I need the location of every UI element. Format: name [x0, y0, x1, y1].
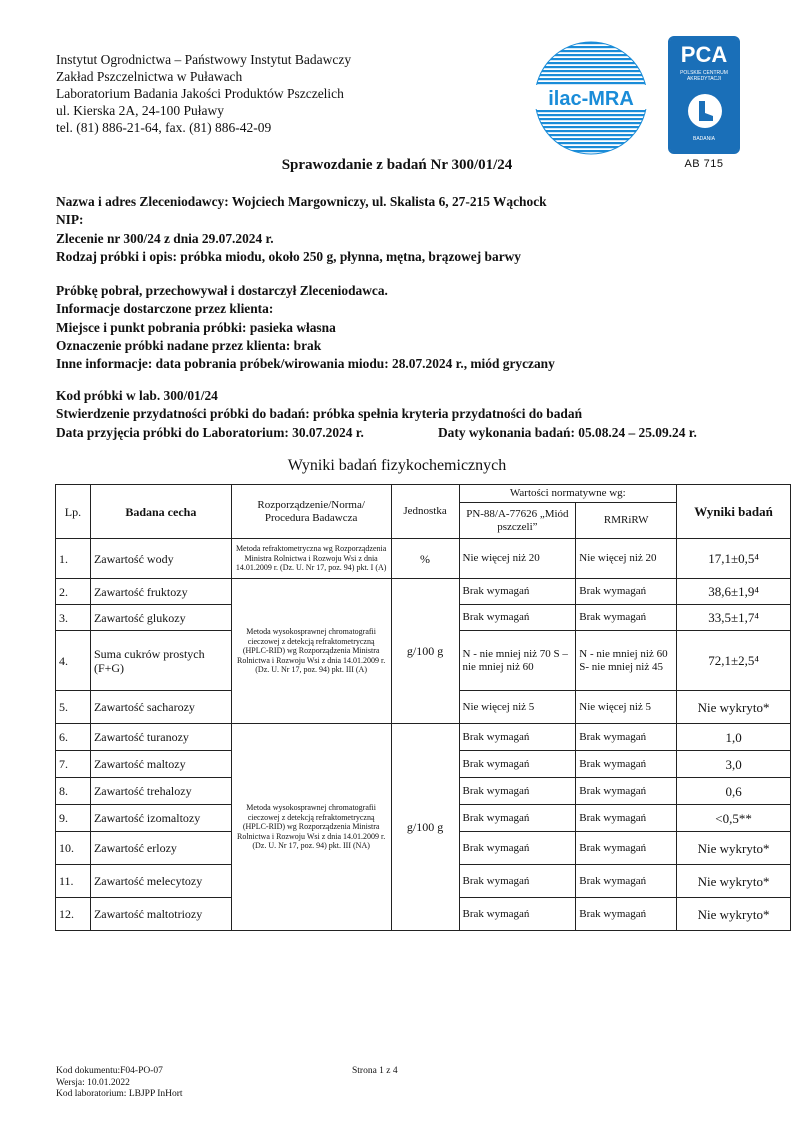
sample-line: Miejsce i punkt pobrania próbki: pasieka własna	[56, 319, 336, 335]
cell-pn: N - nie mniej niż 70 S – nie mniej niż 60	[459, 631, 576, 691]
cell-pn: Nie więcej niż 5	[459, 691, 576, 724]
cell-feature: Zawartość fruktozy	[90, 579, 231, 605]
cell-pn: Brak wymagań	[459, 579, 576, 605]
cell-result: Nie wykryto*	[677, 865, 791, 898]
cell-result: Nie wykryto*	[677, 898, 791, 931]
pca-logo	[668, 36, 740, 154]
ilac-text: ilac-MRA	[548, 88, 634, 110]
cell-result: 0,6	[677, 778, 791, 805]
ilac-mra-logo	[528, 38, 654, 158]
cell-result: 1,0	[677, 724, 791, 751]
table-header-row	[56, 485, 791, 503]
pca-subtitle-3: BADANIA	[693, 136, 715, 142]
cell-pn: Brak wymagań	[459, 805, 576, 832]
cell-feature: Zawartość glukozy	[90, 605, 231, 631]
lab-info	[56, 387, 756, 442]
doc-version: Wersja: 10.01.2022	[56, 1077, 130, 1088]
client-line: Rodzaj próbki i opis: próbka miodu, około 250 g, płynna, mętna, brązowej barwy	[56, 248, 522, 264]
doc-code: Kod dokumentu:F04-PO-07	[56, 1066, 163, 1076]
cell-feature: Zawartość maltotriozy	[90, 898, 231, 931]
header-line: Zakład Pszczelnictwa w Puławach	[56, 69, 243, 84]
results-title: Wyniki badań fizykochemicznych	[287, 457, 507, 474]
header-line: Laboratorium Badania Jakości Produktów Pszczelich	[56, 86, 344, 101]
pca-subtitle-2: AKREDYTACJI	[686, 76, 722, 82]
cell-result: Nie wykryto*	[677, 832, 791, 865]
cell-pn: Brak wymagań	[459, 898, 576, 931]
client-info	[56, 193, 547, 266]
cell-rmrirw: Brak wymagań	[576, 898, 677, 931]
cell-feature: Zawartość trehalozy	[90, 778, 231, 805]
suitability: Stwierdzenie przydatności próbki do badań: próbka spełnia kryteria przydatności do badań	[56, 406, 583, 422]
dates-line	[56, 424, 756, 442]
cell-result: 38,6±1,9⁴	[677, 579, 791, 605]
report-title: Sprawozdanie z badań Nr 300/01/24	[281, 157, 513, 173]
cell-lp: 1.	[56, 539, 91, 579]
cell-result: Nie wykryto*	[677, 691, 791, 724]
cell-method: Metoda wysokosprawnej chromatografii cieczowej z detekcją refraktometryczną (HPLC-RID) wg Rozporządzenia Ministra Rolnictwa i Rozwoju Wsi z dnia 14.01.2009 r. (Dz. U. Nr 17, poz. 94) pkt. III (A)	[231, 579, 391, 724]
cell-feature: Zawartość izomaltozy	[90, 805, 231, 832]
header-unit: Jednostka	[391, 485, 459, 539]
cell-feature: Zawartość wody	[90, 539, 231, 579]
cell-rmrirw: Brak wymagań	[576, 724, 677, 751]
header-rmrirw: RMRiRW	[576, 503, 677, 539]
cell-feature: Zawartość turanozy	[90, 724, 231, 751]
pca-wordmark: PCA	[680, 42, 728, 67]
client-line: Nazwa i adres Zleceniodawcy: Wojciech Margowniczy, ul. Skalista 6, 27-215 Wąchock	[56, 194, 547, 209]
client-line: NIP:	[56, 212, 84, 228]
cell-feature: Zawartość maltozy	[90, 751, 231, 778]
institute-header	[56, 51, 351, 136]
cell-rmrirw: Brak wymagań	[576, 805, 677, 832]
cell-method: Metoda wysokosprawnej chromatografii cieczowej z detekcją refraktometryczną (HPLC-RID) wg Rozporządzenia Ministra Rolnictwa i Rozwoju Wsi z dnia 14.01.2009 r. (Dz. U. Nr 17, poz. 94) pkt. III (NA)	[231, 724, 391, 931]
sample-info	[56, 282, 555, 373]
cell-method: Metoda refraktometryczna wg Rozporządzenia Ministra Rolnictwa i Rozwoju Wsi z dnia 14.01.2009 r. (Dz. U. Nr 17, poz. 94) pkt. I (A)	[231, 539, 391, 579]
sample-line: Informacje dostarczone przez klienta:	[56, 301, 274, 317]
cell-lp: 11.	[56, 865, 91, 898]
cell-lp: 10.	[56, 832, 91, 865]
header-normative: Wartości normatywne wg:	[459, 485, 677, 503]
pca-code: AB 715	[684, 158, 724, 170]
cell-result: 3,0	[677, 751, 791, 778]
cell-feature: Suma cukrów prostych (F+G)	[90, 631, 231, 691]
receipt-date: Data przyjęcia próbki do Laboratorium: 30.07.2024 r.	[56, 424, 364, 440]
cell-result: 17,1±0,5⁴	[677, 539, 791, 579]
cell-rmrirw: Brak wymagań	[576, 751, 677, 778]
header-pn: PN-88/A-77626 „Miód pszczeli”	[459, 503, 576, 539]
sample-line: Inne informacje: data pobrania próbek/wirowania miodu: 28.07.2024 r., miód gryczany	[56, 356, 555, 372]
cell-pn: Nie więcej niż 20	[459, 539, 576, 579]
table-row	[56, 724, 791, 751]
header-lp: Lp.	[56, 485, 91, 539]
cell-lp: 9.	[56, 805, 91, 832]
cell-pn: Brak wymagań	[459, 724, 576, 751]
cell-rmrirw: Brak wymagań	[576, 605, 677, 631]
cell-lp: 3.	[56, 605, 91, 631]
cell-result: <0,5**	[677, 805, 791, 832]
cell-feature: Zawartość sacharozy	[90, 691, 231, 724]
cell-rmrirw: Brak wymagań	[576, 579, 677, 605]
results-table	[55, 484, 791, 931]
header-results: Wyniki badań	[677, 485, 791, 539]
cell-rmrirw: Brak wymagań	[576, 832, 677, 865]
cell-rmrirw: Nie więcej niż 5	[576, 691, 677, 724]
cell-feature: Zawartość erlozy	[90, 832, 231, 865]
cell-lp: 12.	[56, 898, 91, 931]
cell-pn: Brak wymagań	[459, 832, 576, 865]
cell-result: 33,5±1,7⁴	[677, 605, 791, 631]
cell-pn: Brak wymagań	[459, 865, 576, 898]
sample-line: Oznaczenie próbki nadane przez klienta: brak	[56, 337, 322, 353]
cell-feature: Zawartość melecytozy	[90, 865, 231, 898]
header-line: tel. (81) 886-21-64, fax. (81) 886-42-09	[56, 120, 272, 135]
header-line: Instytut Ogrodnictwa – Państwowy Instytut Badawczy	[56, 52, 352, 67]
header-feature: Badana cecha	[90, 485, 231, 539]
cell-lp: 6.	[56, 724, 91, 751]
cell-lp: 7.	[56, 751, 91, 778]
client-line: Zlecenie nr 300/24 z dnia 29.07.2024 r.	[56, 230, 274, 246]
cell-lp: 2.	[56, 579, 91, 605]
cell-rmrirw: Brak wymagań	[576, 865, 677, 898]
cell-result: 72,1±2,5⁴	[677, 631, 791, 691]
cell-unit: %	[391, 539, 459, 579]
cell-rmrirw: N - nie mniej niż 60 S- nie mniej niż 45	[576, 631, 677, 691]
cell-pn: Brak wymagań	[459, 605, 576, 631]
pca-boot-icon	[686, 92, 724, 130]
cell-lp: 5.	[56, 691, 91, 724]
cell-rmrirw: Nie więcej niż 20	[576, 539, 677, 579]
pca-subtitle-1: POLSKIE CENTRUM	[680, 70, 728, 76]
table-row	[56, 539, 791, 579]
cell-pn: Brak wymagań	[459, 751, 576, 778]
table-row	[56, 579, 791, 605]
cell-rmrirw: Brak wymagań	[576, 778, 677, 805]
sample-line: Próbkę pobrał, przechowywał i dostarczył Zleceniodawca.	[56, 283, 388, 298]
header-line: ul. Kierska 2A, 24-100 Puławy	[56, 103, 224, 118]
header-regulation: Rozporządzenie/Norma/ Procedura Badawcza	[231, 485, 391, 539]
cell-lp: 8.	[56, 778, 91, 805]
footer-doc-info	[56, 1066, 183, 1101]
page-number: Strona 1 z 4	[352, 1066, 398, 1076]
test-dates: Daty wykonania badań: 05.08.24 – 25.09.24 r.	[438, 424, 697, 440]
cell-lp: 4.	[56, 631, 91, 691]
sample-code: Kod próbki w lab. 300/01/24	[56, 388, 218, 403]
cell-pn: Brak wymagań	[459, 778, 576, 805]
lab-code: Kod laboratorium: LBJPP InHort	[56, 1089, 183, 1099]
cell-unit: g/100 g	[391, 579, 459, 724]
cell-unit: g/100 g	[391, 724, 459, 931]
